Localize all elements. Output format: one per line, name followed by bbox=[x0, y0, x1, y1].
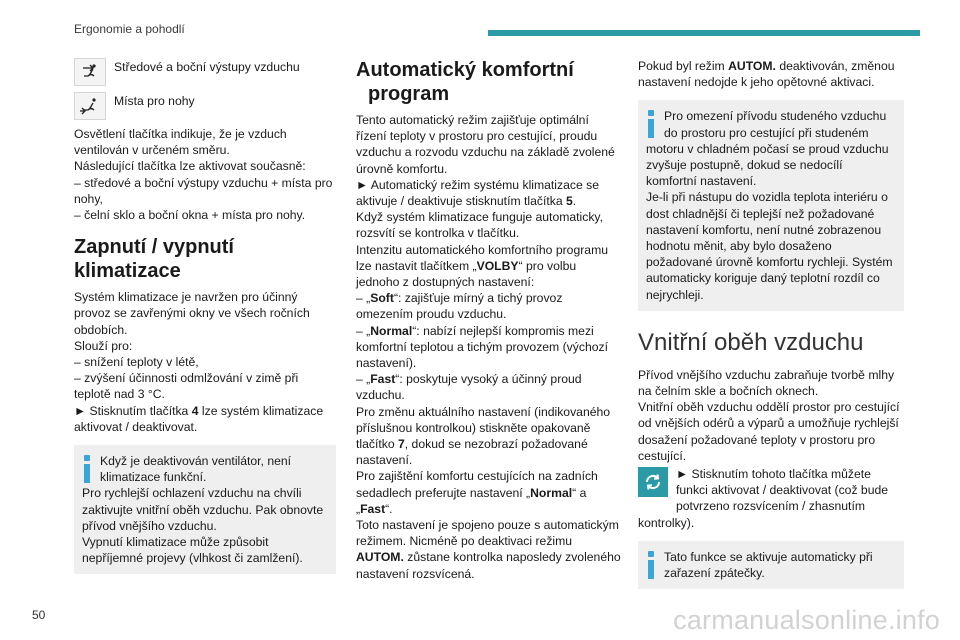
body-text: – zvýšení účinnosti odmlžování v zimě při teplotě nad 3 °C. bbox=[74, 371, 299, 402]
body-text: Osvětlení tlačítka indikuje, že je vzduch ventilován v určeném směru. bbox=[74, 127, 287, 158]
body-text: Systém klimatizace je navržen pro účinný provoz se zavřenými okny ve všech ročních obdobích. bbox=[74, 290, 310, 337]
column-2 bbox=[356, 58, 622, 582]
body-text: Toto nastavení je spojeno pouze s automatickým režimem. Nicméně po deaktivaci režimu AUTOM. zůstane kontrolka naposledy zvoleného nastavení rozsvícená. bbox=[356, 518, 621, 581]
body-text: Když systém klimatizace funguje automaticky, rozsvítí se kontrolka v tlačítku. bbox=[356, 210, 604, 241]
option-soft: – „Soft“: zajišťuje mírný a tichý provoz omezením proudu vzduchu. bbox=[356, 291, 563, 322]
body-text: – středové a boční výstupy vzduchu + místa pro nohy, bbox=[74, 175, 333, 206]
body-text: Pro změnu aktuálního nastavení (indikovaného příslušnou kontrolkou) stiskněte opakovaně tlačítko 7, dokud se nezobrazí požadované nastavení. bbox=[356, 404, 611, 468]
instruction-text: ► Stisknutím tlačítka 4 lze systém klimatizace aktivovat / deaktivovat. bbox=[74, 403, 324, 434]
body-text: – čelní sklo a boční okna + místa pro nohy. bbox=[74, 208, 306, 223]
body-text: Tento automatický režim zajišťuje optimální řízení teploty v prostoru pro cestující, proudu vzduchu a rozvodu vzduchu na základě zvolené úrovně komfortu. bbox=[356, 113, 615, 176]
note-text: Tato funkce se aktivuje automaticky při zařazení zpátečky. bbox=[664, 549, 873, 581]
icon-row-feet bbox=[74, 92, 336, 120]
section-heading-auto: Automatický komfortní program bbox=[356, 59, 574, 105]
page-number: 50 bbox=[32, 608, 46, 622]
column-1 bbox=[74, 58, 336, 574]
body-text: Slouží pro: bbox=[74, 338, 133, 353]
body-text: Intenzitu automatického komfortního programu lze nastavit tlačítkem „VOLBY“ pro volbu jednoho z dostupných nastavení: bbox=[356, 242, 609, 290]
body-text: Pokud byl režim AUTOM. deaktivován, změnou nastavení nedojde k jeho opětovné aktivaci. bbox=[638, 59, 895, 90]
vent-feet-label: Místa pro nohy bbox=[114, 94, 195, 108]
info-note bbox=[638, 100, 904, 310]
vent-face-label: Středové a boční výstupy vzduchu bbox=[114, 60, 300, 74]
column-3 bbox=[638, 58, 904, 589]
vent-face-icon bbox=[74, 58, 106, 86]
header-accent-bar bbox=[488, 30, 920, 36]
note-text: Když je deaktivován ventilátor, není klimatizace funkční. bbox=[100, 454, 292, 485]
section-heading-recirculation: Vnitřní oběh vzduchu bbox=[638, 328, 864, 356]
body-text: Následující tlačítka lze aktivovat současně: bbox=[74, 159, 306, 174]
info-icon bbox=[82, 455, 92, 483]
icon-row-face bbox=[74, 58, 336, 86]
option-fast: – „Fast“: poskytuje vysoký a účinný proud vzduchu. bbox=[356, 372, 582, 403]
body-text: Pro zajištění komfortu cestujících na zadních sedadlech preferujte nastavení „Normal“ a „Fast“. bbox=[356, 469, 598, 516]
instruction-text: ► Stisknutím tohoto tlačítka můžete funkci aktivovat / deaktivovat (což bude potvrzeno rozsvícením / zhasnutím kontrolky). bbox=[638, 467, 889, 530]
info-note bbox=[638, 541, 904, 589]
recirculation-row bbox=[638, 466, 904, 531]
body-text: Přívod vnějšího vzduchu zabraňuje tvorbě mlhy na čelním skle a bočních oknech. bbox=[638, 367, 895, 399]
option-normal: – „Normal“: nabízí nejlepší kompromis mezi komfortní teplotou a tichým provozem (výchozí nastavení). bbox=[356, 323, 608, 371]
body-text: Vnitřní oběh vzduchu oddělí prostor pro cestující od vnějších odérů a výparů a umožňuje rychlejší dosažení požadované teploty v prostoru pro cestující. bbox=[638, 400, 900, 463]
note-text: Pro omezení přívodu studeného vzduchu do prostoru pro cestující při studeném motoru v chladném počasí se proud vzduchu zvyšuje postupně, dokud se nedocílí komfortní nastavení. bbox=[646, 109, 889, 189]
vent-feet-icon bbox=[74, 92, 106, 120]
watermark: carmanualsonline.info bbox=[673, 605, 940, 635]
section-heading-ac: Zapnutí / vypnutí klimatizace bbox=[74, 236, 234, 283]
info-note bbox=[74, 445, 336, 574]
info-icon bbox=[646, 110, 656, 138]
page-header-title: Ergonomie a pohodlí bbox=[74, 22, 185, 36]
air-recirculation-icon bbox=[638, 467, 668, 497]
info-icon bbox=[646, 551, 656, 579]
note-text: Je-li při nástupu do vozidla teplota interiéru o dost chladnější či teplejší než požadované nastavení komfortu, není nutné zobrazenou hodnotu měnit, aby bylo dosaženo požadované úrovně komfortu rychleji. Systém automaticky koriguje daný teplotní rozdíl co nejrychleji. bbox=[646, 190, 893, 302]
instruction-text: ► Automatický režim systému klimatizace se aktivuje / deaktivuje stisknutím tlačítka 5. bbox=[356, 177, 600, 209]
note-text: Vypnutí klimatizace může způsobit nepříjemné projevy (vlhkost či zamlžení). bbox=[82, 535, 303, 566]
body-text: – snížení teploty v létě, bbox=[74, 355, 199, 370]
note-text: Pro rychlejší ochlazení vzduchu na chvíli zaktivujte vnitřní oběh vzduchu. Pak obnovte přívod vnějšího vzduchu. bbox=[82, 486, 324, 533]
